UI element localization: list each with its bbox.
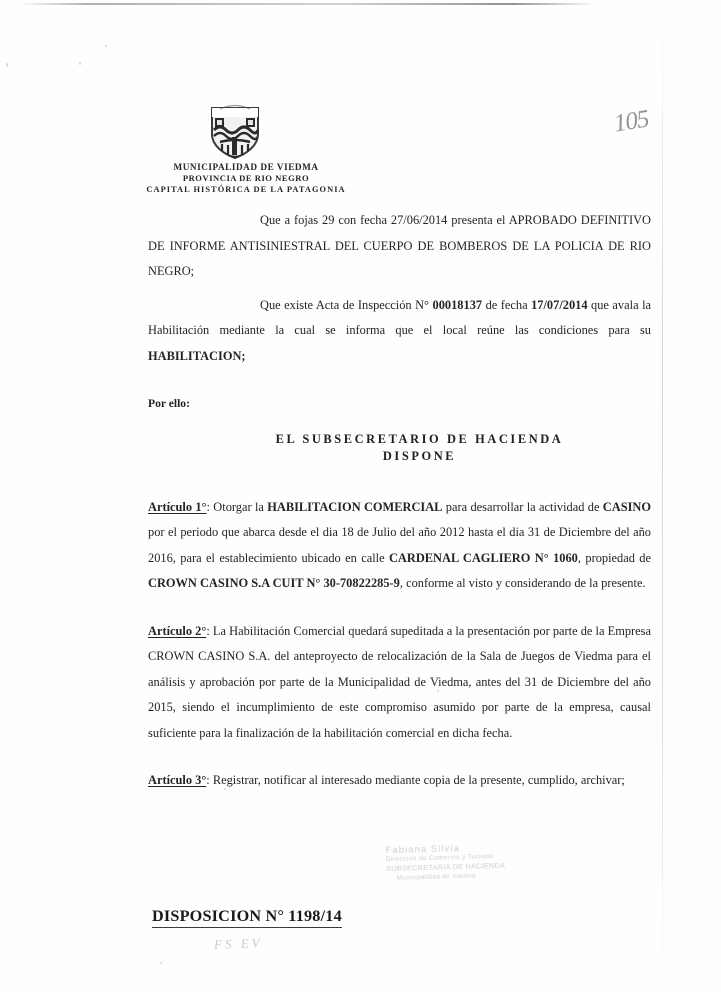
article-2-label: Artículo 2° <box>148 623 207 638</box>
habilitacion-word: HABILITACION; <box>148 348 246 363</box>
document-body <box>148 208 651 794</box>
article-3-text: Registrar, notificar al interesado mediante copia de la presente, cumplido, archivar; <box>212 773 625 787</box>
dispone-heading-line-1: EL SUBSECRETARIO DE HACIENDA <box>275 431 564 446</box>
scan-speck <box>6 63 8 67</box>
scan-edge-right <box>662 0 663 992</box>
por-ello-label: Por ello: <box>148 397 190 410</box>
dispone-heading-line-2: DISPONE <box>382 448 457 463</box>
article-1-label: Artículo 1° <box>148 499 207 514</box>
article-1 <box>148 495 651 597</box>
coat-of-arms-icon <box>206 104 264 160</box>
stamp-line-2: Direccion de Comercio y Turismo <box>385 852 494 863</box>
letterhead <box>116 162 376 195</box>
letterhead-line-1: MUNICIPALIDAD DE VIEDMA <box>173 162 319 172</box>
article-1-bold-1: HABILITACION COMERCIAL <box>267 499 443 514</box>
handwritten-initials: FS EV <box>213 935 263 952</box>
letterhead-line-3: CAPITAL HISTÓRICA DE LA PATAGONIA <box>146 185 346 194</box>
article-1-text-3: , propiedad de <box>577 550 652 565</box>
article-1-address: CARDENAL CAGLIERO N° 1060 <box>388 550 578 565</box>
scan-speck <box>105 45 107 47</box>
scan-edge-top <box>18 3 598 5</box>
acta-tail: que avala la Habilitación mediante la cual se informa que el local reúne las condiciones para su <box>148 297 652 337</box>
article-2-text: La Habilitación Comercial quedará supeditada a la presentación por parte de la Empresa CROWN CASINO S.A. del anteproyecto de relocalización de la Sala de Juegos de Viedma para el análisis y aprobación por parte de la Municipalidad de Viedma, antes del 31 de Diciembre del año 2015, siendo el incumplimiento de este compromiso asumido por parte de la empresa, causal suficiente para la finalización de la habilitación comercial en dicha fecha. <box>148 623 651 740</box>
acta-date: 17/07/2014 <box>531 297 588 312</box>
stamp-line-3: SUBSECRETARIA DE HACIENDA <box>386 860 506 874</box>
article-3-label: Artículo 3° <box>148 773 207 787</box>
stamp-line-1: Fabiana Silvia <box>385 842 461 856</box>
scan-speck <box>79 62 81 65</box>
scan-speck <box>160 962 162 964</box>
considerando-paragraph-2 <box>148 293 651 370</box>
acta-number: 00018137 <box>432 297 483 312</box>
article-1-company-cuit: CROWN CASINO S.A CUIT N° 30-70822285-9 <box>148 576 400 590</box>
article-1-sep: : Otorgar la <box>206 499 268 514</box>
acta-mid: de fecha <box>482 297 532 312</box>
signature-stamp <box>385 841 536 884</box>
article-2 <box>148 619 651 747</box>
article-3-sep: : <box>206 773 213 787</box>
article-3 <box>148 768 651 794</box>
considerando-paragraph-1: Que a fojas 29 con fecha 27/06/2014 presenta el APROBADO DEFINITIVO DE INFORME ANTISINIESTRAL DEL CUERPO DE BOMBEROS DE LA POLICIA DE RIO NEGRO; <box>148 213 651 278</box>
acta-lead: Que existe Acta de Inspección N° <box>260 297 433 312</box>
article-1-bold-2: CASINO <box>602 499 651 514</box>
article-1-text-1: para desarrollar la actividad de <box>442 499 603 514</box>
article-1-text-4: , conforme al visto y considerando de la presente. <box>399 576 646 590</box>
disposicion-number: DISPOSICION N° 1198/14 <box>152 907 342 928</box>
stamp-line-4: Municipalidad de Viedma <box>396 872 476 882</box>
letterhead-line-2: PROVINCIA DE RIO NEGRO <box>182 173 310 183</box>
article-2-sep: : <box>206 623 213 638</box>
folio-number: 105 <box>612 105 651 138</box>
article-1-text-2: por el periodo que abarca desde el dia 18 de Julio del año 2012 hasta el dia 31 de Diciembre del año 2016, para el establecimiento ubicado en calle <box>148 525 651 565</box>
